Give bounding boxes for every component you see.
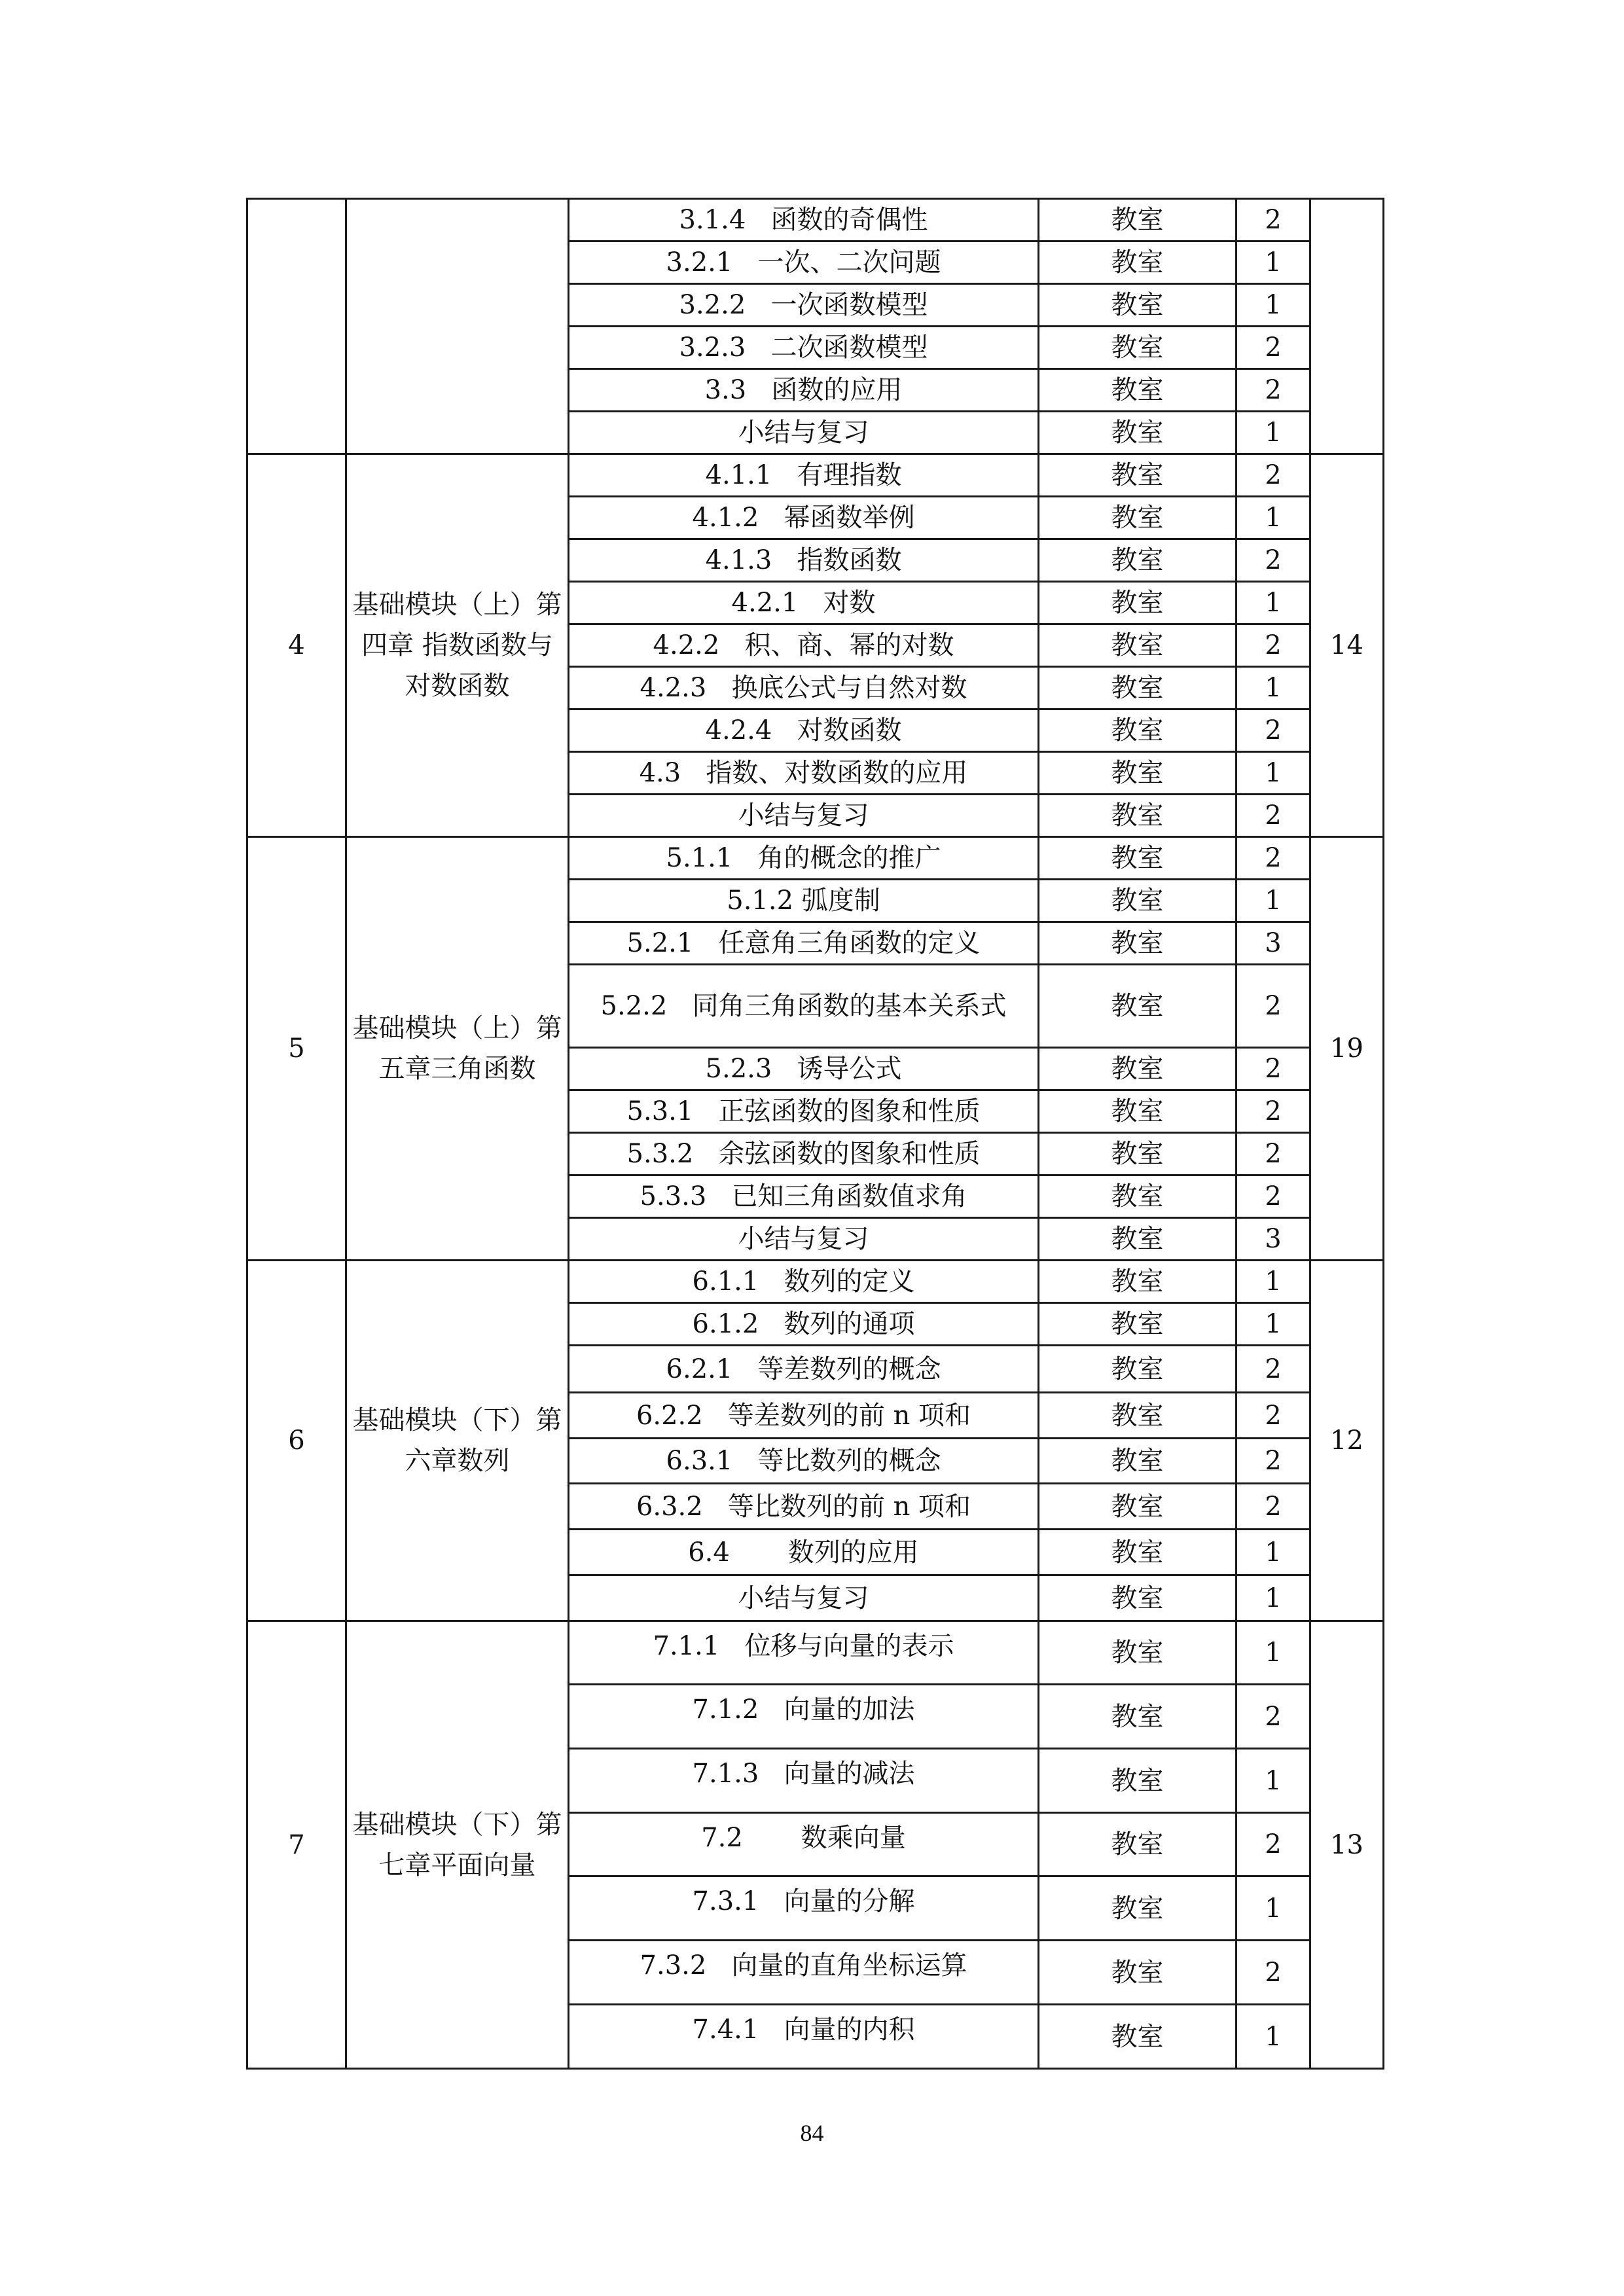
hours-cell: 2 <box>1236 1484 1310 1530</box>
hours-cell: 2 <box>1236 1090 1310 1133</box>
location-cell: 教室 <box>1039 2005 1236 2069</box>
topic-cell: 小结与复习 <box>569 795 1039 837</box>
topic-cell: 3.2.2 一次函数模型 <box>569 284 1039 327</box>
location-cell: 教室 <box>1039 1813 1236 1876</box>
location-cell: 教室 <box>1039 242 1236 284</box>
hours-cell: 1 <box>1236 1876 1310 1941</box>
table-row <box>247 454 1384 497</box>
location-cell: 教室 <box>1039 1346 1236 1393</box>
topic-cell: 4.1.1 有理指数 <box>569 454 1039 497</box>
location-cell: 教室 <box>1039 1439 1236 1484</box>
hours-cell: 2 <box>1236 1439 1310 1484</box>
location-cell: 教室 <box>1039 582 1236 624</box>
topic-cell: 6.3.2 等比数列的前 n 项和 <box>569 1484 1039 1530</box>
location-cell: 教室 <box>1039 1048 1236 1090</box>
chapter-number-cell: 7 <box>247 1621 346 2069</box>
topic-cell: 7.2 数乘向量 <box>569 1813 1039 1876</box>
hours-cell: 1 <box>1236 2005 1310 2069</box>
hours-cell: 2 <box>1236 1941 1310 2005</box>
topic-cell: 7.1.3 向量的减法 <box>569 1749 1039 1813</box>
location-cell: 教室 <box>1039 1621 1236 1685</box>
hours-cell: 1 <box>1236 667 1310 709</box>
hours-cell: 2 <box>1236 1346 1310 1393</box>
location-cell: 教室 <box>1039 1090 1236 1133</box>
location-cell: 教室 <box>1039 369 1236 412</box>
table-row <box>247 837 1384 880</box>
topic-cell: 5.1.2 弧度制 <box>569 880 1039 922</box>
hours-cell: 1 <box>1236 1749 1310 1813</box>
location-cell: 教室 <box>1039 922 1236 965</box>
location-cell: 教室 <box>1039 667 1236 709</box>
topic-cell: 4.3 指数、对数函数的应用 <box>569 752 1039 795</box>
topic-cell: 4.2.4 对数函数 <box>569 709 1039 752</box>
location-cell: 教室 <box>1039 497 1236 539</box>
hours-cell: 1 <box>1236 880 1310 922</box>
hours-cell: 1 <box>1236 1575 1310 1621</box>
hours-cell: 2 <box>1236 624 1310 667</box>
total-hours-cell: 14 <box>1310 454 1384 837</box>
hours-cell: 2 <box>1236 1393 1310 1439</box>
topic-cell: 3.3 函数的应用 <box>569 369 1039 412</box>
table-row <box>247 199 1384 242</box>
total-hours-cell: 13 <box>1310 1621 1384 2069</box>
hours-cell: 2 <box>1236 1175 1310 1218</box>
hours-cell: 2 <box>1236 1685 1310 1749</box>
topic-cell: 5.3.1 正弦函数的图象和性质 <box>569 1090 1039 1133</box>
hours-cell: 2 <box>1236 327 1310 369</box>
location-cell: 教室 <box>1039 752 1236 795</box>
location-cell: 教室 <box>1039 880 1236 922</box>
module-cell <box>346 199 569 454</box>
location-cell: 教室 <box>1039 199 1236 242</box>
topic-cell: 3.2.3 二次函数模型 <box>569 327 1039 369</box>
schedule-table-body <box>247 199 1384 2069</box>
module-cell: 基础模块（下）第六章数列 <box>346 1261 569 1621</box>
course-schedule-table <box>246 198 1384 2070</box>
location-cell: 教室 <box>1039 327 1236 369</box>
hours-cell: 1 <box>1236 1530 1310 1575</box>
location-cell: 教室 <box>1039 965 1236 1048</box>
topic-cell: 小结与复习 <box>569 412 1039 454</box>
module-cell: 基础模块（下）第七章平面向量 <box>346 1621 569 2069</box>
location-cell: 教室 <box>1039 795 1236 837</box>
hours-cell: 2 <box>1236 795 1310 837</box>
hours-cell: 1 <box>1236 284 1310 327</box>
topic-cell: 5.1.1 角的概念的推广 <box>569 837 1039 880</box>
chapter-number-cell: 5 <box>247 837 346 1261</box>
topic-cell: 5.3.3 已知三角函数值求角 <box>569 1175 1039 1218</box>
module-cell: 基础模块（上）第五章三角函数 <box>346 837 569 1261</box>
location-cell: 教室 <box>1039 1175 1236 1218</box>
chapter-number-cell <box>247 199 346 454</box>
location-cell: 教室 <box>1039 837 1236 880</box>
hours-cell: 2 <box>1236 199 1310 242</box>
topic-cell: 6.3.1 等比数列的概念 <box>569 1439 1039 1484</box>
page-number: 84 <box>800 2120 824 2146</box>
topic-cell: 7.1.2 向量的加法 <box>569 1685 1039 1749</box>
hours-cell: 2 <box>1236 1133 1310 1175</box>
hours-cell: 1 <box>1236 242 1310 284</box>
hours-cell: 2 <box>1236 454 1310 497</box>
topic-cell: 6.2.1 等差数列的概念 <box>569 1346 1039 1393</box>
location-cell: 教室 <box>1039 1685 1236 1749</box>
module-cell: 基础模块（上）第四章 指数函数与对数函数 <box>346 454 569 837</box>
total-hours-cell: 19 <box>1310 837 1384 1261</box>
location-cell: 教室 <box>1039 1876 1236 1941</box>
location-cell: 教室 <box>1039 539 1236 582</box>
hours-cell: 3 <box>1236 922 1310 965</box>
hours-cell: 3 <box>1236 1218 1310 1261</box>
location-cell: 教室 <box>1039 1393 1236 1439</box>
hours-cell: 1 <box>1236 497 1310 539</box>
location-cell: 教室 <box>1039 1941 1236 2005</box>
hours-cell: 2 <box>1236 1813 1310 1876</box>
hours-cell: 2 <box>1236 539 1310 582</box>
hours-cell: 1 <box>1236 1621 1310 1685</box>
total-hours-cell: 12 <box>1310 1261 1384 1621</box>
topic-cell: 4.1.2 幂函数举例 <box>569 497 1039 539</box>
location-cell: 教室 <box>1039 1530 1236 1575</box>
location-cell: 教室 <box>1039 1484 1236 1530</box>
location-cell: 教室 <box>1039 454 1236 497</box>
topic-cell: 7.3.2 向量的直角坐标运算 <box>569 1941 1039 2005</box>
location-cell: 教室 <box>1039 1575 1236 1621</box>
location-cell: 教室 <box>1039 624 1236 667</box>
chapter-number-cell: 6 <box>247 1261 346 1621</box>
hours-cell: 1 <box>1236 412 1310 454</box>
location-cell: 教室 <box>1039 412 1236 454</box>
location-cell: 教室 <box>1039 709 1236 752</box>
table-row <box>247 1621 1384 1685</box>
hours-cell: 2 <box>1236 965 1310 1048</box>
topic-cell: 7.4.1 向量的内积 <box>569 2005 1039 2069</box>
hours-cell: 1 <box>1236 1303 1310 1346</box>
hours-cell: 2 <box>1236 369 1310 412</box>
topic-cell: 4.2.2 积、商、幂的对数 <box>569 624 1039 667</box>
topic-cell: 5.2.2 同角三角函数的基本关系式 <box>569 965 1039 1048</box>
chapter-number-cell: 4 <box>247 454 346 837</box>
hours-cell: 2 <box>1236 837 1310 880</box>
topic-cell: 6.4 数列的应用 <box>569 1530 1039 1575</box>
hours-cell: 2 <box>1236 709 1310 752</box>
location-cell: 教室 <box>1039 1261 1236 1303</box>
topic-cell: 小结与复习 <box>569 1218 1039 1261</box>
topic-cell: 4.2.1 对数 <box>569 582 1039 624</box>
topic-cell: 7.3.1 向量的分解 <box>569 1876 1039 1941</box>
topic-cell: 小结与复习 <box>569 1575 1039 1621</box>
hours-cell: 1 <box>1236 1261 1310 1303</box>
topic-cell: 6.2.2 等差数列的前 n 项和 <box>569 1393 1039 1439</box>
location-cell: 教室 <box>1039 1749 1236 1813</box>
topic-cell: 6.1.2 数列的通项 <box>569 1303 1039 1346</box>
hours-cell: 1 <box>1236 582 1310 624</box>
topic-cell: 3.1.4 函数的奇偶性 <box>569 199 1039 242</box>
topic-cell: 4.2.3 换底公式与自然对数 <box>569 667 1039 709</box>
total-hours-cell <box>1310 199 1384 454</box>
topic-cell: 5.2.3 诱导公式 <box>569 1048 1039 1090</box>
topic-cell: 5.3.2 余弦函数的图象和性质 <box>569 1133 1039 1175</box>
topic-cell: 4.1.3 指数函数 <box>569 539 1039 582</box>
location-cell: 教室 <box>1039 1303 1236 1346</box>
topic-cell: 5.2.1 任意角三角函数的定义 <box>569 922 1039 965</box>
location-cell: 教室 <box>1039 284 1236 327</box>
hours-cell: 2 <box>1236 1048 1310 1090</box>
location-cell: 教室 <box>1039 1133 1236 1175</box>
topic-cell: 6.1.1 数列的定义 <box>569 1261 1039 1303</box>
topic-cell: 7.1.1 位移与向量的表示 <box>569 1621 1039 1685</box>
location-cell: 教室 <box>1039 1218 1236 1261</box>
hours-cell: 1 <box>1236 752 1310 795</box>
topic-cell: 3.2.1 一次、二次问题 <box>569 242 1039 284</box>
table-row <box>247 1261 1384 1303</box>
